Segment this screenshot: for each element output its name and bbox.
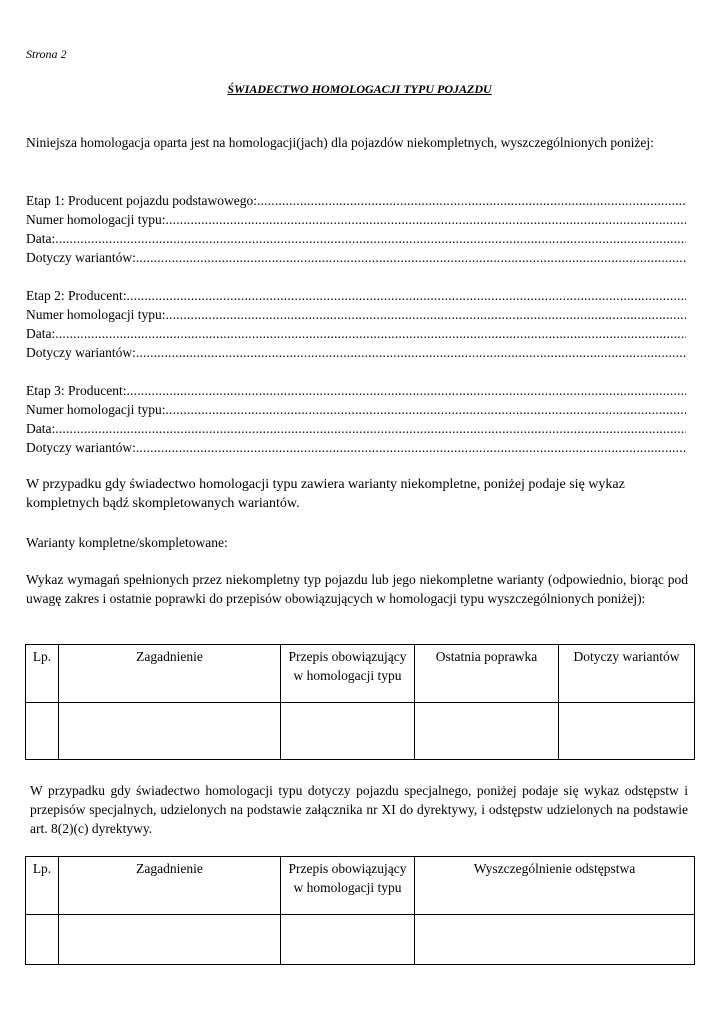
page-label: Strona 2 — [26, 47, 67, 61]
stage1-date-field[interactable] — [26, 229, 686, 248]
stage3-variants-label: Dotyczy wariantów: — [26, 440, 136, 455]
stage3-number-dots — [165, 400, 686, 419]
stage3-producer-field[interactable] — [26, 381, 686, 400]
stage2-number-label: Numer homologacji typu: — [26, 307, 166, 322]
cell-dotyczy-wariantow[interactable] — [559, 703, 695, 760]
stage2-variants-field[interactable] — [26, 343, 686, 362]
header-lp: Lp. — [26, 645, 59, 703]
header-przepis: Przepis obowiązujący w homologacji typu — [281, 645, 415, 703]
header-dotyczy-wariantow: Dotyczy wariantów — [559, 645, 695, 703]
stage3-variants-dots — [136, 438, 686, 457]
stage2-date-label: Data: — [26, 326, 56, 341]
stage1-producer-field[interactable] — [26, 191, 686, 210]
cell-zagadnienie[interactable] — [59, 915, 281, 965]
stage1-variants-label: Dotyczy wariantów: — [26, 250, 136, 265]
stage2-producer-field[interactable] — [26, 286, 686, 305]
stage3-number-label: Numer homologacji typu: — [26, 402, 166, 417]
stage1-producer-dots — [257, 191, 686, 210]
header-przepis: Przepis obowiązujący w homologacji typu — [281, 857, 415, 915]
incomplete-variants-note: W przypadku gdy świadectwo homologacji typu zawiera warianty niekompletne, poniżej podaje się wykaz kompletnych bądź skompletowanych wariantów. — [26, 477, 625, 511]
stage3-date-dots — [55, 419, 686, 438]
header-zagadnienie: Zagadnienie — [59, 645, 281, 703]
stage1-number-dots — [165, 210, 686, 229]
header-ostatnia-poprawka: Ostatnia poprawka — [415, 645, 559, 703]
cell-przepis[interactable] — [281, 915, 415, 965]
header-zagadnienie: Zagadnienie — [59, 857, 281, 915]
stage3-producer-dots — [126, 381, 686, 400]
stage1-number-field[interactable] — [26, 210, 686, 229]
derogations-table — [25, 856, 695, 965]
stage2-producer-label: Etap 2: Producent: — [26, 288, 127, 303]
intro-paragraph: Niniejsza homologacja oparta jest na homologacji(jach) dla pojazdów niekompletnych, wyszczególnionych poniżej: — [26, 135, 654, 150]
stage2-variants-label: Dotyczy wariantów: — [26, 345, 136, 360]
stage1-producer-label: Etap 1: Producent pojazdu podstawowego: — [26, 193, 257, 208]
stage1-date-label: Data: — [26, 231, 56, 246]
header-wyszczegolnienie-odstepstwa: Wyszczególnienie odstępstwa — [415, 857, 695, 915]
cell-ostatnia-poprawka[interactable] — [415, 703, 559, 760]
stage3-date-label: Data: — [26, 421, 56, 436]
stage3-date-field[interactable] — [26, 419, 686, 438]
stage2-date-field[interactable] — [26, 324, 686, 343]
stage2-producer-dots — [126, 286, 686, 305]
requirements-table-header-row — [26, 645, 695, 703]
document-title — [0, 82, 719, 97]
special-vehicle-note: W przypadku gdy świadectwo homologacji typu dotyczy pojazdu specjalnego, poniżej podaje się wykaz odstępstw i przepisów specjalnych, udzielonych na podstawie załącznika nr XI do dyrektywy, i odstępstw udzielonych na podstawie art. 8(2)(c) dyrektywy. — [30, 783, 688, 836]
requirements-table — [25, 644, 695, 760]
table-row — [26, 703, 695, 760]
stage1-number-label: Numer homologacji typu: — [26, 212, 166, 227]
stage3-variants-field[interactable] — [26, 438, 686, 457]
stage2-number-dots — [165, 305, 686, 324]
requirements-note: Wykaz wymagań spełnionych przez niekompletny typ pojazdu lub jego niekompletne warianty (odpowiednio, biorąc pod uwagę zakres i ostatnie poprawki do przepisów obowiązujących w homologacji typu wyszczególnionych poniżej): — [26, 572, 688, 606]
stage1-variants-dots — [136, 248, 686, 267]
document-title-text: ŚWIADECTWO HOMOLOGACJI TYPU POJAZDU — [227, 82, 492, 96]
stage2-variants-dots — [136, 343, 686, 362]
stage3-producer-label: Etap 3: Producent: — [26, 383, 127, 398]
stage3-number-field[interactable] — [26, 400, 686, 419]
derogations-table-header-row — [26, 857, 695, 915]
table-row — [26, 915, 695, 965]
stage2-number-field[interactable] — [26, 305, 686, 324]
cell-zagadnienie[interactable] — [59, 703, 281, 760]
stage1-variants-field[interactable] — [26, 248, 686, 267]
cell-lp[interactable] — [26, 703, 59, 760]
complete-variants-label: Warianty kompletne/skompletowane: — [26, 535, 228, 550]
stage1-date-dots — [55, 229, 686, 248]
cell-przepis[interactable] — [281, 703, 415, 760]
stage2-date-dots — [55, 324, 686, 343]
cell-wyszczegolnienie-odstepstwa[interactable] — [415, 915, 695, 965]
cell-lp[interactable] — [26, 915, 59, 965]
header-lp: Lp. — [26, 857, 59, 915]
